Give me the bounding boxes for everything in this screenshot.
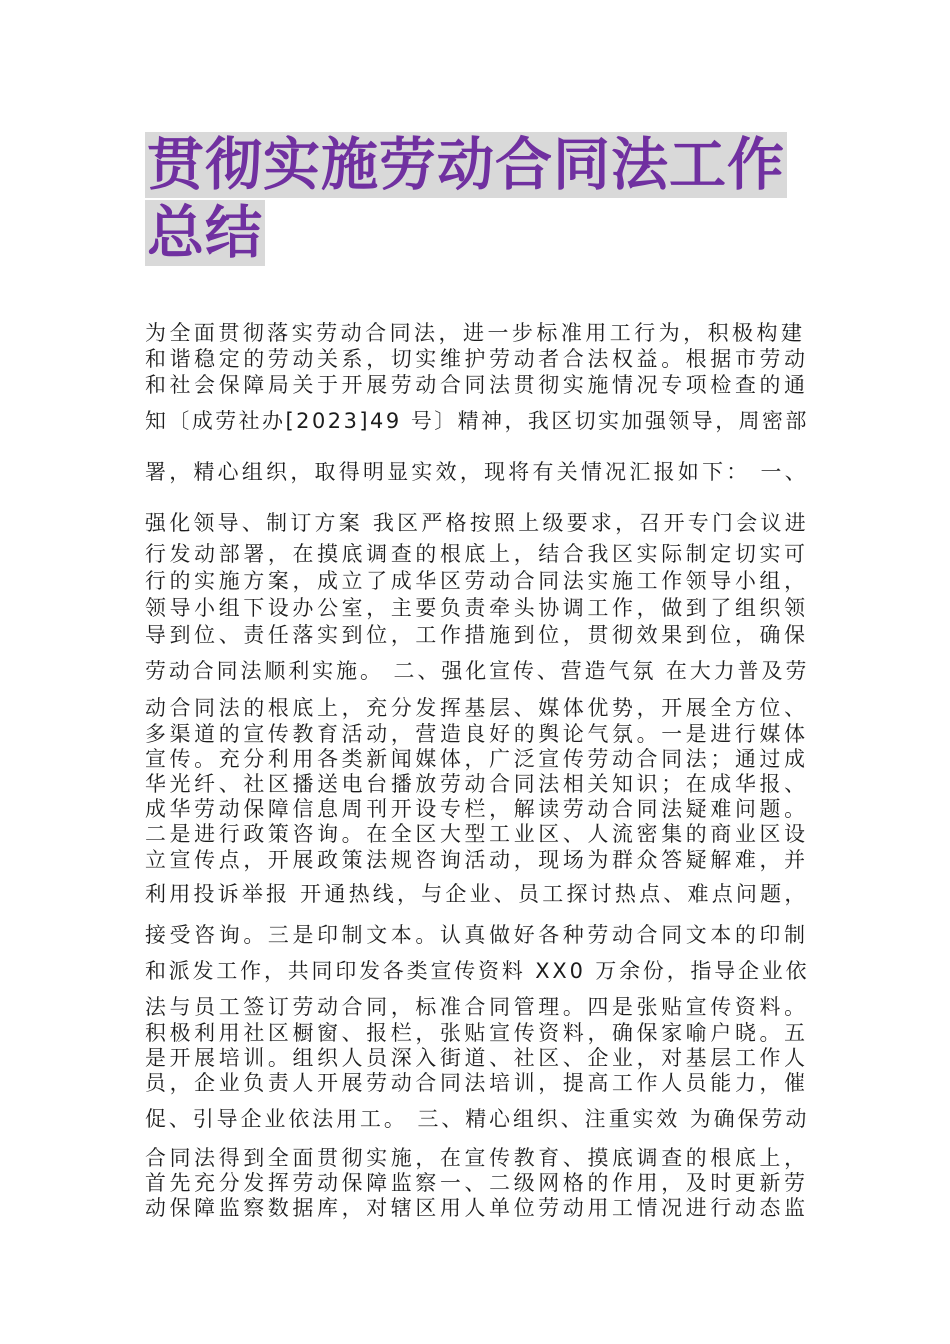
body-line-6: 强化领导、制订方案 我区严格按照上级要求，召开专门会议进 [145, 511, 809, 535]
body-line-16: 成华劳动保障信息周刊开设专栏，解读劳动合同法疑难问题。 [145, 797, 809, 821]
body-line-17: 二是进行政策咨询。在全区大型工业区、人流密集的商业区设 [145, 822, 809, 846]
body-line-7: 行发动部署，在摸底调查的根底上，结合我区实际制定切实可 [145, 542, 809, 566]
body-line-14: 宣传。充分利用各类新闻媒体，广泛宣传劳动合同法；通过成 [145, 747, 809, 771]
body-line-18: 立宣传点，开展政策法规咨询活动，现场为群众答疑解难，并 [145, 848, 809, 872]
body-line-22: 法与员工签订劳动合同，标准合同管理。四是张贴宣传资料。 [145, 995, 809, 1019]
body-line-8: 行的实施方案，成立了成华区劳动合同法实施工作领导小组， [145, 569, 809, 593]
body-line-3: 和社会保障局关于开展劳动合同法贯彻实施情况专项检查的通 [145, 373, 809, 397]
body-line-25: 员，企业负责人开展劳动合同法培训，提高工作人员能力，催 [145, 1071, 809, 1095]
body-line-15: 华光纤、社区播送电台播放劳动合同法相关知识；在成华报、 [145, 772, 809, 796]
body-line-24: 是开展培训。组织人员深入街道、社区、企业，对基层工作人 [145, 1046, 809, 1070]
body-line-26: 促、引导企业依法用工。 三、精心组织、注重实效 为确保劳动 [145, 1107, 810, 1131]
document-title-line-1: 贯彻实施劳动合同法工作 [147, 132, 785, 198]
body-line-23: 积极利用社区橱窗、报栏，张贴宣传资料，确保家喻户晓。五 [145, 1021, 809, 1045]
body-line-21: 和派发工作，共同印发各类宣传资料 XX0 万余份，指导企业依 [145, 959, 810, 983]
body-line-9: 领导小组下设办公室，主要负责牵头协调工作，做到了组织领 [145, 596, 809, 620]
body-line-27: 合同法得到全面贯彻实施，在宣传教育、摸底调查的根底上， [145, 1146, 809, 1170]
body-line-20: 接受咨询。三是印制文本。认真做好各种劳动合同文本的印制 [145, 923, 809, 947]
body-line-29: 动保障监察数据库，对辖区用人单位劳动用工情况进行动态监 [145, 1196, 809, 1220]
body-line-4: 知〔成劳社办[2023]49 号〕精神，我区切实加强领导，周密部 [145, 409, 809, 433]
body-line-2: 和谐稳定的劳动关系，切实维护劳动者合法权益。根据市劳动 [145, 347, 809, 371]
body-line-12: 动合同法的根底上，充分发挥基层、媒体优势，开展全方位、 [145, 696, 809, 720]
body-line-19: 利用投诉举报 开通热线，与企业、员工探讨热点、难点问题， [145, 882, 809, 906]
body-line-28: 首先充分发挥劳动保障监察一、二级网格的作用，及时更新劳 [145, 1171, 809, 1195]
body-line-13: 多渠道的宣传教育活动，营造良好的舆论气氛。一是进行媒体 [145, 722, 809, 746]
body-line-10: 导到位、责任落实到位，工作措施到位，贯彻效果到位，确保 [145, 623, 809, 647]
body-line-11: 劳动合同法顺利实施。 二、强化宣传、营造气氛 在大力普及劳 [145, 659, 810, 683]
body-line-1: 为全面贯彻落实劳动合同法，进一步标准用工行为，积极构建 [145, 321, 806, 345]
document-title-line-2: 总结 [147, 200, 263, 266]
body-line-5: 署，精心组织，取得明显实效，现将有关情况汇报如下： 一、 [145, 460, 809, 484]
